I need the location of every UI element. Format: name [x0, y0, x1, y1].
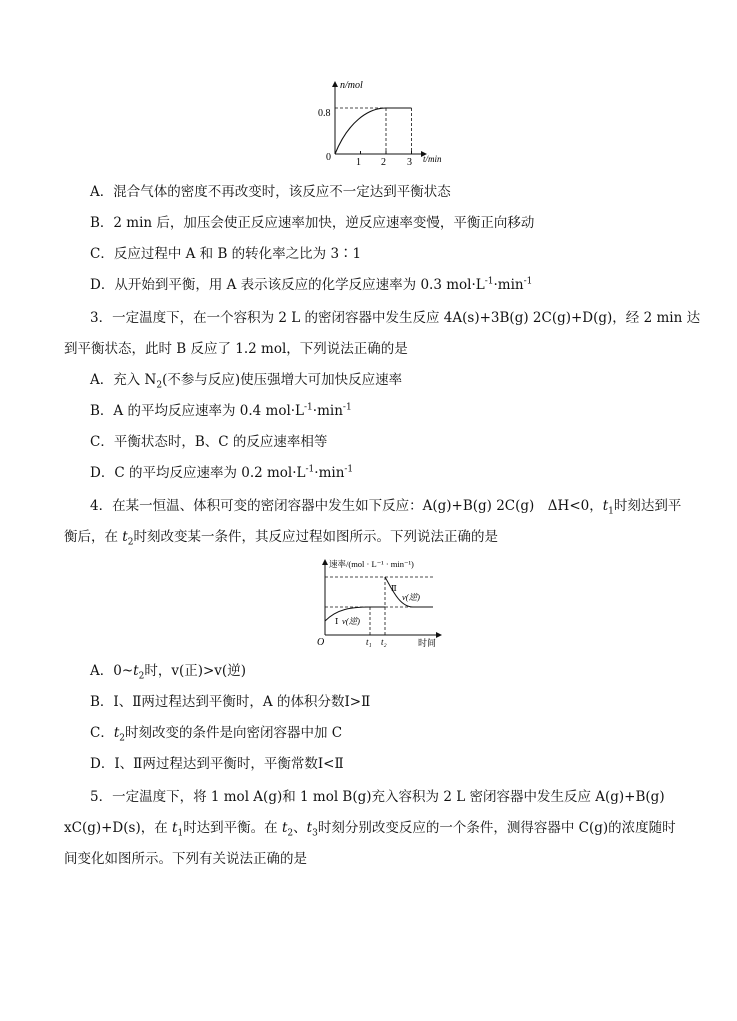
figure1-x-tick-1: 1 — [356, 157, 361, 168]
q4-stem-line1-rest: 时刻达到平 — [613, 498, 682, 514]
q4-stem-line1-text: 4．在某一恒温、体积可变的密闭容器中发生如下反应：A(g)+B(g) 2C(g) ΔH<0， — [90, 498, 603, 514]
q4-stem-line2-sub: 2 — [127, 537, 134, 548]
figure2-label-I: Ⅰ — [335, 616, 339, 626]
q3-option-d-sup2: -1 — [344, 464, 354, 475]
q4-option-a — [90, 662, 246, 680]
q3-option-b-sup1: -1 — [304, 402, 313, 413]
q5-stem-line2 — [64, 819, 676, 837]
figure2-chart — [315, 557, 445, 649]
q4-option-c-text: C． — [90, 725, 114, 741]
q4-option-c-rest: 时刻改变的条件是向密闭容器中加 C — [125, 725, 343, 741]
q3-option-b-text: B．A 的平均反应速率为 0.4 mol·L — [90, 403, 305, 419]
q3-option-a — [90, 371, 402, 389]
q5-stem-line1: 5．一定温度下，将 1 mol A(g)和 1 mol B(g)充入容积为 2 L 密闭容器中发生反应 A(g)+B(g) — [90, 789, 665, 805]
q3-option-b-sup2: -1 — [342, 402, 352, 413]
q3-stem-line1: 3．一定温度下，在一个容积为 2 L 的密闭容器中发生反应 4A(s)+3B(g) 2C(g)+D(g)，经 2 min 达 — [90, 310, 701, 326]
figure2-origin: O — [317, 637, 325, 648]
q5-stem-line3: 间变化如图所示。下列有关说法正确的是 — [64, 851, 307, 867]
q4-stem-line1-t: t — [602, 498, 609, 514]
figure1-x-tick-3: 3 — [407, 157, 412, 168]
q2-option-b: B．2 min 后，加压会使正反应速率加快，逆反应速率变慢，平衡正向移动 — [90, 215, 535, 231]
q4-option-a-text: A．0~ — [90, 663, 134, 679]
figure1-y-tick: 0.8 — [318, 108, 331, 119]
q2-option-a: A．混合气体的密度不再改变时，该反应不一定达到平衡状态 — [90, 184, 451, 200]
q5-stem-line2-rest: 时刻分别改变反应的一个条件，测得容器中 C(g)的浓度随时 — [317, 820, 676, 836]
q4-option-a-sub: 2 — [138, 671, 145, 682]
figure-rate-vs-time — [315, 557, 445, 649]
q5-stem-line2-t2: t — [281, 820, 288, 836]
q3-option-d-mid: ·min — [314, 465, 345, 481]
figure1-origin: 0 — [326, 152, 331, 163]
q4-option-b: B．Ⅰ、Ⅱ两过程达到平衡时，A 的体积分数Ⅰ>Ⅱ — [90, 694, 371, 710]
q3-option-a-sub: 2 — [156, 380, 163, 391]
q4-stem-line2-rest: 时刻改变某一条件，其反应过程如图所示。下列说法正确的是 — [133, 529, 498, 545]
q3-option-d — [90, 464, 353, 482]
q4-stem-line2-text: 衡后，在 — [64, 529, 123, 545]
q3-option-a-text: A．充入 N — [90, 372, 157, 388]
q3-option-a-rest: (不参与反应)使压强增大可加快反应速率 — [162, 372, 403, 388]
figure2-y-label: 速率/(mol · L⁻¹ · min⁻¹) — [329, 559, 414, 569]
q4-option-c-t: t — [113, 725, 120, 741]
figure2-t1-label: t₁ — [366, 637, 372, 647]
q4-option-c — [90, 724, 342, 742]
q4-stem-line1-sub: 1 — [608, 506, 614, 517]
q5-stem-line2-t3: t — [306, 820, 313, 836]
figure2-label-II: Ⅱ — [391, 583, 397, 593]
q4-stem-line2-t: t — [122, 529, 128, 545]
q5-stem-line2-text: xC(g)+D(s)，在 — [64, 820, 173, 836]
q5-stem-line2-sep: 、 — [293, 820, 307, 836]
q5-stem-line2-t1: t — [172, 820, 178, 836]
figure2-t2-label: t₂ — [381, 637, 387, 647]
figure-n-vs-t — [310, 76, 450, 168]
q2-option-d-sup2: -1 — [523, 276, 533, 287]
q3-option-d-sup1: -1 — [305, 464, 315, 475]
q4-option-a-rest: 时，v(正)>v(逆) — [144, 663, 246, 679]
q3-option-b-mid: ·min — [312, 403, 343, 419]
figure1-series-curve — [335, 108, 386, 154]
figure2-x-label: 时间 — [418, 638, 437, 648]
q3-option-b — [90, 402, 352, 420]
figure1-chart — [310, 76, 450, 168]
q4-option-d: D．Ⅰ、Ⅱ两过程达到平衡时，平衡常数Ⅰ<Ⅱ — [90, 756, 344, 772]
q2-option-c: C．反应过程中 A 和 B 的转化率之比为 3∶1 — [90, 246, 362, 262]
q2-option-d-text: D．从开始到平衡，用 A 表示该反应的化学反应速率为 0.3 mol·L — [90, 277, 485, 293]
q4-option-a-t: t — [133, 663, 139, 679]
q5-stem-line2-s2: 2 — [287, 828, 294, 839]
q2-option-d — [90, 276, 532, 294]
q3-option-c: C．平衡状态时，B、C 的反应速率相等 — [90, 434, 328, 450]
figure1-y-label: n/mol — [340, 80, 363, 91]
figure2-curve-I-label: v(逆) — [342, 616, 360, 626]
figure1-x-label: t/min — [423, 154, 442, 164]
figure1-x-tick-2: 2 — [381, 157, 386, 168]
q3-option-d-text: D．C 的平均反应速率为 0.2 mol·L — [90, 465, 306, 481]
figure2-curve-II-label: v(逆) — [402, 592, 420, 602]
q5-stem-line2-s3: 3 — [312, 828, 318, 839]
q4-stem-line1 — [90, 497, 681, 515]
q5-stem-line2-s1: 1 — [177, 828, 184, 839]
q3-stem-line2: 到平衡状态，此时 B 反应了 1.2 mol，下列说法正确的是 — [64, 341, 408, 357]
q2-option-d-sup1: -1 — [484, 276, 494, 287]
q4-option-c-sub: 2 — [119, 733, 126, 744]
q5-stem-line2-mid: 时达到平衡。在 — [183, 820, 282, 836]
q4-stem-line2 — [64, 528, 498, 546]
q2-option-d-mid: ·min — [493, 277, 524, 293]
